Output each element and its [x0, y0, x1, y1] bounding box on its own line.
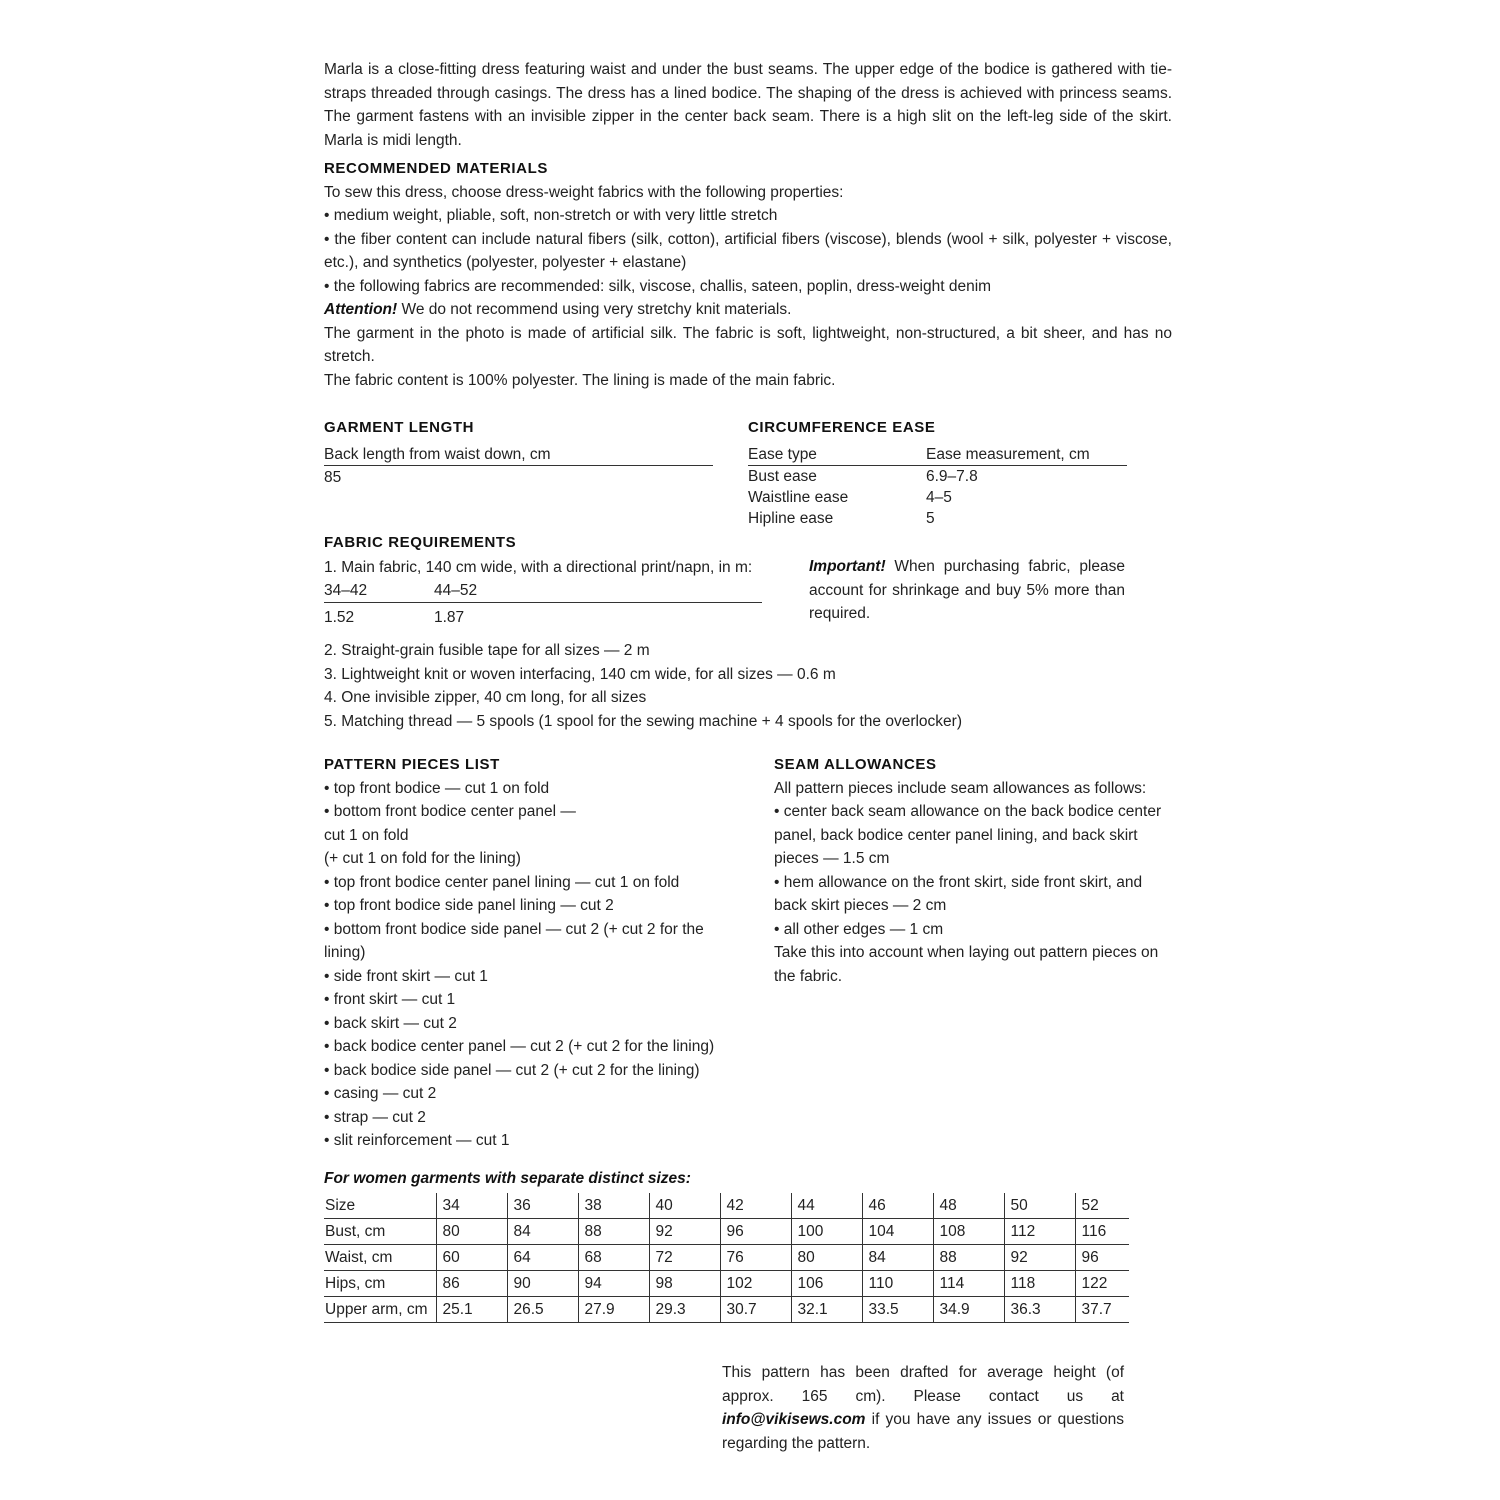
table-row	[324, 1271, 1129, 1297]
ease-row	[748, 487, 1127, 508]
table-cell: 27.9	[578, 1297, 649, 1323]
materials-heading: RECOMMENDED MATERIALS	[324, 160, 548, 177]
important-label: Important!	[809, 558, 886, 575]
content-note: The fabric content is 100% polyester. The lining is made of the main fabric.	[324, 371, 836, 389]
table-cell: 25.1	[436, 1297, 507, 1323]
table-cell: 42	[720, 1193, 791, 1219]
piece-item: • back bodice side panel — cut 2 (+ cut 2 for the lining)	[324, 1061, 700, 1079]
piece-item: • casing — cut 2	[324, 1085, 437, 1102]
piece-item: • bottom front bodice center panel —	[324, 803, 576, 820]
table-cell: Upper arm, cm	[324, 1297, 436, 1323]
table-cell: 104	[862, 1219, 933, 1245]
piece-item: • top front bodice — cut 1 on fold	[324, 779, 550, 797]
table-cell: 100	[791, 1219, 862, 1245]
footer-text: This pattern has been drafted for average height (of approx. 165 cm). Please contact us at	[722, 1364, 1124, 1405]
piece-item: • front skirt — cut 1	[324, 991, 456, 1008]
seam-item: All pattern pieces include seam allowances as follows:	[774, 779, 1147, 797]
table-row	[324, 1219, 1129, 1245]
seam-item: • center back seam allowance on the back bodice center panel, back bodice center panel lining, and back skirt pieces — 1.5 cm	[774, 803, 1162, 867]
fabric-heading: FABRIC REQUIREMENTS	[324, 534, 517, 551]
table-cell: 108	[933, 1219, 1004, 1245]
table-cell: 37.7	[1075, 1297, 1129, 1323]
table-cell: Size	[324, 1193, 436, 1219]
table-cell: 33.5	[862, 1297, 933, 1323]
fabric-section	[324, 531, 764, 632]
fabric-val-a: 1.52	[324, 609, 355, 626]
contact-email[interactable]: info@vikisews.com	[722, 1411, 866, 1428]
garment-length-heading: GARMENT LENGTH	[324, 419, 475, 436]
fabric-items	[324, 639, 1172, 733]
table-cell: 94	[578, 1271, 649, 1297]
pieces-heading: PATTERN PIECES LIST	[324, 756, 500, 773]
table-cell: 46	[862, 1193, 933, 1219]
table-cell: 60	[436, 1245, 507, 1271]
ease-type: Bust ease	[748, 467, 817, 485]
seam-item: Take this into account when laying out pattern pieces on the fabric.	[774, 944, 1159, 985]
attention-text: We do not recommend using very stretchy knit materials.	[397, 301, 792, 318]
fabric-item: 3. Lightweight knit or woven interfacing, 140 cm wide, for all sizes — 0.6 m	[324, 665, 836, 683]
table-cell: 76	[720, 1245, 791, 1271]
piece-item: • top front bodice side panel lining — cut 2	[324, 897, 614, 914]
seam-item: • hem allowance on the front skirt, side front skirt, and back skirt pieces — 2 cm	[774, 873, 1143, 914]
table-cell: 36	[507, 1193, 578, 1219]
ease-row	[748, 508, 1127, 529]
seams-section	[774, 753, 1174, 988]
table-cell: 84	[507, 1219, 578, 1245]
table-cell: 40	[649, 1193, 720, 1219]
ease-col-value: Ease measurement, cm	[926, 445, 1090, 463]
fabric-item: 4. One invisible zipper, 40 cm long, for all sizes	[324, 689, 647, 706]
table-cell: 114	[933, 1271, 1004, 1297]
table-cell: 116	[1075, 1219, 1129, 1245]
table-cell: 110	[862, 1271, 933, 1297]
footer-note	[722, 1361, 1124, 1455]
materials-section	[324, 157, 1172, 392]
ease-type: Waistline ease	[748, 488, 849, 506]
seam-item: • all other edges — 1 cm	[774, 920, 944, 938]
table-cell: Waist, cm	[324, 1245, 436, 1271]
table-cell: 50	[1004, 1193, 1075, 1219]
table-cell: 29.3	[649, 1297, 720, 1323]
garment-length-label: Back length from waist down, cm	[324, 444, 713, 466]
table-cell: 92	[1004, 1245, 1075, 1271]
ease-type: Hipline ease	[748, 509, 834, 527]
fabric-main: 1. Main fabric, 140 cm wide, with a directional print/napn, in m:	[324, 558, 753, 576]
ease-value: 5	[926, 509, 935, 527]
piece-item: (+ cut 1 on fold for the lining)	[324, 850, 521, 867]
attention-label: Attention!	[324, 301, 398, 318]
ease-row	[748, 466, 1127, 487]
table-cell: 90	[507, 1271, 578, 1297]
table-cell: 96	[1075, 1245, 1129, 1271]
piece-item: • side front skirt — cut 1	[324, 967, 488, 985]
piece-item: • bottom front bodice side panel — cut 2 (+ cut 2 for the lining)	[324, 920, 704, 961]
materials-lead: To sew this dress, choose dress-weight fabrics with the following properties:	[324, 183, 844, 201]
table-cell: 30.7	[720, 1297, 791, 1323]
table-cell: 36.3	[1004, 1297, 1075, 1323]
table-cell: 48	[933, 1193, 1004, 1219]
table-cell: 98	[649, 1271, 720, 1297]
table-cell: 96	[720, 1219, 791, 1245]
table-cell: 86	[436, 1271, 507, 1297]
table-cell: 106	[791, 1271, 862, 1297]
ease-section	[748, 416, 1127, 529]
fabric-size-a: 34–42	[324, 582, 368, 599]
materials-bullet: • the fiber content can include natural fibers (silk, cotton), artificial fibers (viscose), blends (wool + silk, polyester + viscose, etc.), and synthetics (polyester, polyester + elastane)	[324, 230, 1172, 271]
intro-paragraph: Marla is a close-fitting dress featuring waist and under the bust seams. The upper edge of the bodice is gathered with tie-straps threaded through casings. The dress has a lined bodice. The shaping of the dress is achieved with princess seams. The garment fastens with an invisible zipper in the center back seam. There is a high slit on the left-leg side of the skirt. Marla is midi length.	[324, 61, 1172, 149]
materials-bullet: • medium weight, pliable, soft, non-stretch or with very little stretch	[324, 207, 778, 224]
photo-note: The garment in the photo is made of artificial silk. The fabric is soft, lightweight, non-structured, a bit sheer, and has no stretch.	[324, 324, 1172, 365]
fabric-size-b: 44–52	[434, 582, 478, 599]
important-note	[809, 555, 1125, 626]
table-cell: 92	[649, 1219, 720, 1245]
garment-length-section	[324, 416, 713, 489]
seams-heading: SEAM ALLOWANCES	[774, 756, 937, 773]
table-cell: 34	[436, 1193, 507, 1219]
table-cell: 34.9	[933, 1297, 1004, 1323]
table-cell: 72	[649, 1245, 720, 1271]
important-text: When purchasing fabric, please account for shrinkage and buy 5% more than required.	[809, 558, 1125, 622]
fabric-value-row	[324, 603, 764, 632]
piece-item: • strap — cut 2	[324, 1108, 426, 1126]
table-cell: 80	[436, 1219, 507, 1245]
table-cell: 80	[791, 1245, 862, 1271]
table-cell: 102	[720, 1271, 791, 1297]
size-table-caption: For women garments with separate distinct sizes:	[324, 1170, 691, 1187]
piece-item: • back skirt — cut 2	[324, 1014, 457, 1032]
table-cell: 68	[578, 1245, 649, 1271]
ease-value: 4–5	[926, 488, 952, 506]
piece-item: • top front bodice center panel lining — cut 1 on fold	[324, 873, 680, 891]
footer-text: if you have any issues or questions regarding the pattern.	[722, 1411, 1124, 1452]
size-table	[324, 1193, 1129, 1323]
table-cell: 44	[791, 1193, 862, 1219]
garment-length-value: 85	[324, 468, 342, 486]
table-row	[324, 1297, 1129, 1323]
table-cell: 88	[578, 1219, 649, 1245]
materials-bullet: • the following fabrics are recommended: silk, viscose, challis, sateen, poplin, dress-weight denim	[324, 277, 992, 295]
fabric-item: 5. Matching thread — 5 spools (1 spool for the sewing machine + 4 spools for the overlocker)	[324, 712, 962, 730]
table-cell: 84	[862, 1245, 933, 1271]
pieces-section	[324, 753, 734, 1153]
table-row	[324, 1245, 1129, 1271]
table-cell: 64	[507, 1245, 578, 1271]
fabric-size-row	[324, 579, 762, 603]
piece-item: • back bodice center panel — cut 2 (+ cut 2 for the lining)	[324, 1038, 715, 1055]
table-cell: 88	[933, 1245, 1004, 1271]
fabric-item: 2. Straight-grain fusible tape for all sizes — 2 m	[324, 642, 650, 659]
ease-heading: CIRCUMFERENCE EASE	[748, 419, 936, 436]
ease-col-type: Ease type	[748, 445, 817, 463]
fabric-val-b: 1.87	[434, 609, 465, 626]
table-cell: 118	[1004, 1271, 1075, 1297]
attention-note	[324, 298, 1172, 322]
table-cell: 122	[1075, 1271, 1129, 1297]
table-cell: 52	[1075, 1193, 1129, 1219]
table-cell: Hips, cm	[324, 1271, 436, 1297]
table-cell: 32.1	[791, 1297, 862, 1323]
ease-value: 6.9–7.8	[926, 467, 978, 485]
table-row	[324, 1193, 1129, 1219]
piece-item: • slit reinforcement — cut 1	[324, 1132, 510, 1149]
table-cell: 26.5	[507, 1297, 578, 1323]
table-cell: Bust, cm	[324, 1219, 436, 1245]
table-cell: 38	[578, 1193, 649, 1219]
table-cell: 112	[1004, 1219, 1075, 1245]
piece-item: cut 1 on fold	[324, 826, 409, 844]
ease-header-row	[748, 444, 1127, 466]
